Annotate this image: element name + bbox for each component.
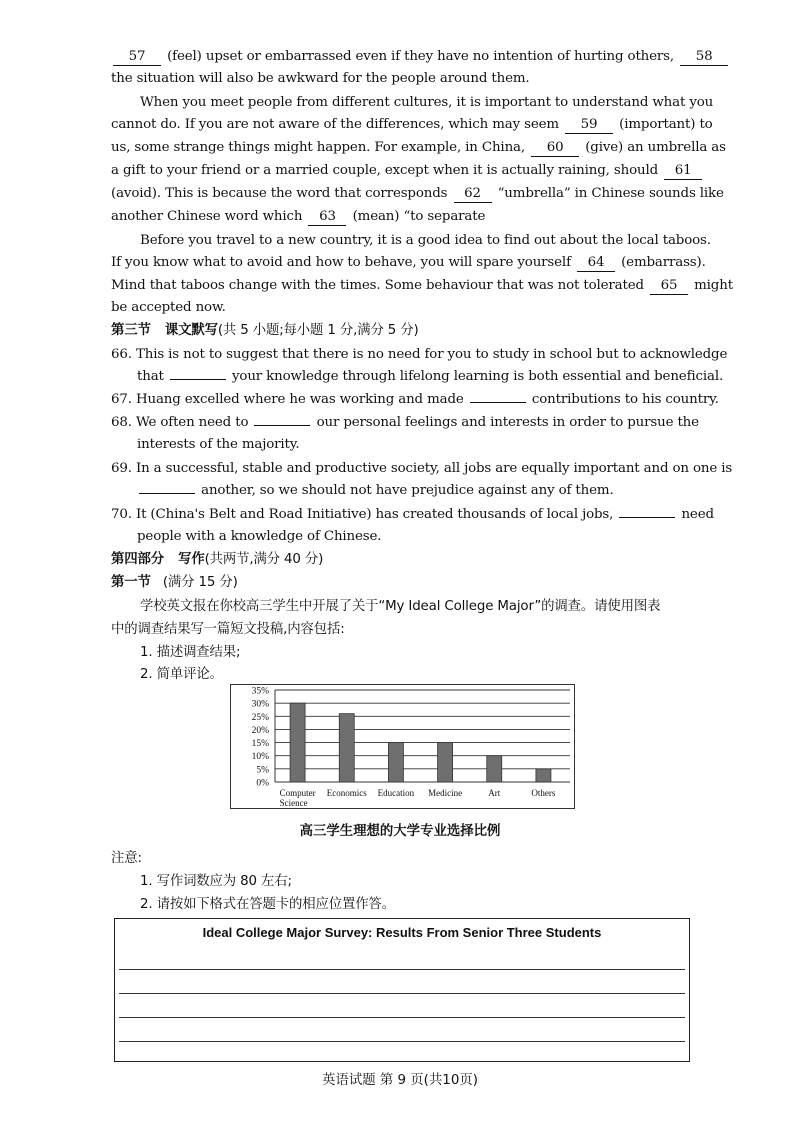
blank-67[interactable] xyxy=(470,402,526,403)
major-choice-bar-chart xyxy=(230,684,575,809)
passage-text: might xyxy=(694,278,733,293)
requirement-text: 1. 描述调查结果; xyxy=(140,645,241,660)
passage-text: a gift to your friend or a married couple, except when it is actually raining, should xyxy=(111,163,659,178)
passage-line xyxy=(111,68,691,90)
blank-60[interactable]: 60 xyxy=(531,139,579,157)
question-66-cont xyxy=(137,366,724,388)
passage-text: another Chinese word which xyxy=(111,209,303,224)
blank-63[interactable]: 63 xyxy=(308,208,346,226)
passage-text: When you meet people from different cultures, it is important to understand what you xyxy=(140,95,714,110)
prompt-line xyxy=(140,596,691,618)
prompt-line xyxy=(111,619,691,641)
question-66 xyxy=(111,344,728,366)
prompt-text: 学校英文报在你校高三学生中开展了关于“My Ideal College Major”的调查。请使用图表 xyxy=(140,599,661,614)
blank-59[interactable]: 59 xyxy=(565,116,613,134)
section-heading xyxy=(111,320,691,342)
passage-line xyxy=(111,183,724,205)
passage-text: us, some strange things might happen. For example, in China, xyxy=(111,140,525,155)
note-text: 1. 写作词数应为 80 左右; xyxy=(140,874,292,889)
requirement-line xyxy=(140,642,691,664)
bar-education xyxy=(388,743,403,782)
question-text: people with a knowledge of Chinese. xyxy=(137,529,382,544)
passage-text: (give) an umbrella as xyxy=(585,140,726,155)
answer-box[interactable] xyxy=(114,918,690,1062)
question-text: 69. In a successful, stable and productive society, all jobs are equally important and on one is xyxy=(111,461,733,476)
question-69-cont xyxy=(137,480,691,502)
blank-62[interactable]: 62 xyxy=(454,185,492,203)
passage-line xyxy=(111,137,726,159)
passage-text: (feel) upset or embarrassed even if they have no intention of hurting others, xyxy=(167,49,675,64)
x-tick-label: Economics xyxy=(326,788,367,798)
x-tick-label: Computer Science xyxy=(279,788,316,808)
passage-line xyxy=(111,46,713,68)
passage-line xyxy=(111,206,691,228)
blank-66[interactable] xyxy=(170,379,226,380)
question-text: another, so we should not have prejudice against any of them. xyxy=(201,483,614,498)
part-note: (共两节,满分 40 分) xyxy=(204,552,324,567)
y-tick-label: 10% xyxy=(251,752,269,763)
blank-61[interactable]: 61 xyxy=(664,162,702,180)
y-tick-label: 0% xyxy=(256,778,269,789)
bar-economics xyxy=(339,714,354,782)
passage-text: cannot do. If you are not aware of the differences, which may seem xyxy=(111,117,559,132)
passage-text: If you know what to avoid and how to behave, you will spare yourself xyxy=(111,255,571,270)
x-tick-label: Art xyxy=(488,788,501,798)
bar-computer-science xyxy=(290,703,305,782)
part-title: 写作 xyxy=(178,552,205,567)
question-text: 68. We often need to xyxy=(111,415,249,430)
question-text: your knowledge through lifelong learning is both essential and beneficial. xyxy=(232,369,724,384)
answer-rule xyxy=(119,1041,685,1042)
passage-line xyxy=(140,230,711,252)
passage-text: (embarrass). xyxy=(621,255,706,270)
part-number: 第四部分 xyxy=(111,552,164,567)
requirement-line xyxy=(140,664,691,686)
blank-70[interactable] xyxy=(619,517,675,518)
answer-box-title: Ideal College Major Survey: Results From Senior Three Students xyxy=(202,925,602,940)
x-tick-label: Medicine xyxy=(428,788,463,798)
passage-text: “umbrella” in Chinese sounds like xyxy=(497,186,724,201)
section-number: 第三节 xyxy=(111,323,151,338)
passage-line xyxy=(111,114,713,136)
question-70-cont xyxy=(137,526,691,548)
blank-65[interactable]: 65 xyxy=(650,277,688,295)
page-footer: 英语试题 第 9 页(共10页) xyxy=(322,1073,478,1088)
passage-line xyxy=(111,160,691,182)
passage-line xyxy=(111,252,706,274)
passage-line xyxy=(111,275,733,297)
question-text: interests of the majority. xyxy=(137,437,300,452)
y-tick-label: 35% xyxy=(251,686,269,697)
question-text: 67. Huang excelled where he was working and made xyxy=(111,392,464,407)
bar-others xyxy=(536,769,551,782)
blank-69[interactable] xyxy=(139,493,195,494)
part-heading xyxy=(111,549,691,571)
section-note: (满分 15 分) xyxy=(162,575,238,590)
answer-rule xyxy=(119,969,685,970)
section-heading xyxy=(111,572,691,594)
section-title: 课文默写 xyxy=(164,323,218,338)
y-tick-label: 25% xyxy=(251,712,269,723)
question-text: contributions to his country. xyxy=(531,392,719,407)
blank-57[interactable]: 57 xyxy=(113,48,161,66)
question-text: 66. This is not to suggest that there is no need for you to study in school but to acknowledge xyxy=(111,347,728,362)
answer-rule xyxy=(119,993,685,994)
blank-58[interactable]: 58 xyxy=(680,48,728,66)
passage-line xyxy=(111,297,691,319)
question-text: need xyxy=(681,507,714,522)
passage-text: the situation will also be awkward for the people around them. xyxy=(111,71,530,86)
prompt-text: 中的调查结果写一篇短文投稿,内容包括: xyxy=(111,622,345,637)
section-number: 第一节 xyxy=(111,575,151,590)
note-text: 2. 请按如下格式在答题卡的相应位置作答。 xyxy=(140,897,395,912)
blank-64[interactable]: 64 xyxy=(577,254,615,272)
y-tick-label: 20% xyxy=(251,725,269,736)
passage-text: be accepted now. xyxy=(111,300,226,315)
question-text: that xyxy=(137,369,164,384)
requirement-text: 2. 简单评论。 xyxy=(140,667,223,682)
question-67 xyxy=(111,389,719,411)
passage-text: (important) to xyxy=(619,117,713,132)
passage-text: Before you travel to a new country, it is a good idea to find out about the local taboos. xyxy=(140,233,711,248)
question-70 xyxy=(111,504,714,526)
question-text: 70. It (China's Belt and Road Initiative) has created thousands of local jobs, xyxy=(111,507,614,522)
answer-rule xyxy=(119,1017,685,1018)
note-line xyxy=(140,894,691,916)
x-tick-label: Others xyxy=(531,788,556,798)
bar-art xyxy=(487,756,502,782)
bar-medicine xyxy=(438,743,453,782)
passage-text: (mean) “to separate xyxy=(352,209,486,224)
passage-text: Mind that taboos change with the times. Some behaviour that was not tolerated xyxy=(111,278,644,293)
section-note: (共 5 小题;每小题 1 分,满分 5 分) xyxy=(217,323,419,338)
y-tick-label: 15% xyxy=(251,739,269,750)
y-tick-label: 30% xyxy=(251,699,269,710)
notes-heading xyxy=(111,848,691,870)
question-68-cont xyxy=(137,434,691,456)
question-text: our personal feelings and interests in order to pursue the xyxy=(316,415,699,430)
passage-text: (avoid). This is because the word that corresponds xyxy=(111,186,448,201)
chart-caption: 高三学生理想的大学专业选择比例 xyxy=(299,824,501,839)
blank-68[interactable] xyxy=(254,425,310,426)
question-69 xyxy=(111,458,733,480)
passage-line xyxy=(140,92,714,114)
x-tick-label: Education xyxy=(377,788,415,798)
question-68 xyxy=(111,412,699,434)
y-tick-label: 5% xyxy=(256,765,269,776)
note-line xyxy=(140,871,691,893)
notes-label: 注意: xyxy=(111,851,142,866)
